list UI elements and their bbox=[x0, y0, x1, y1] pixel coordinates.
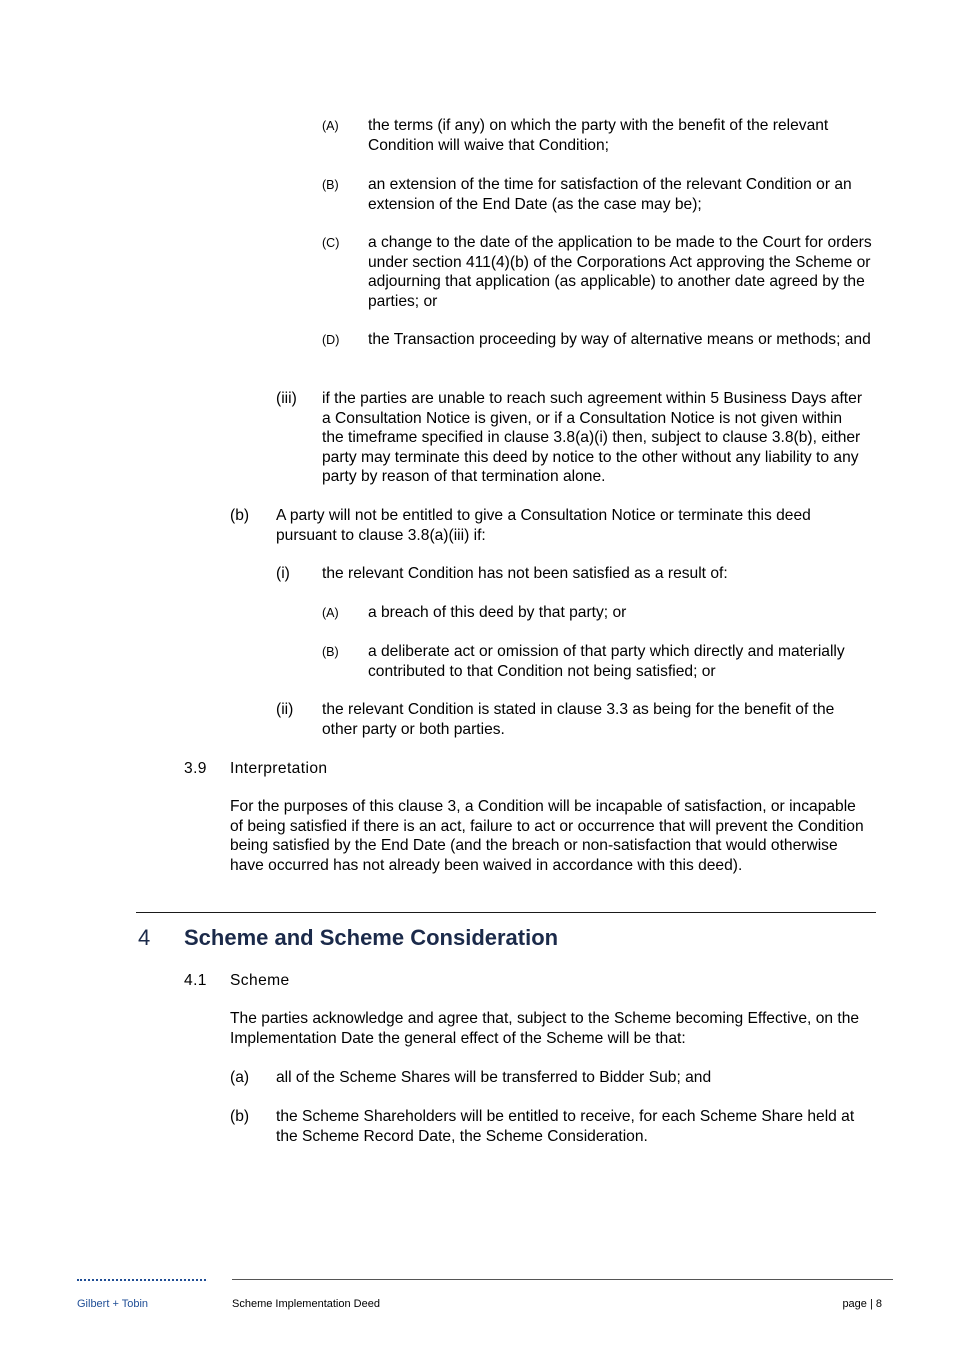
item-label-b: (b) bbox=[230, 507, 250, 524]
clause-heading-scheme: Scheme bbox=[230, 972, 290, 989]
item-text-A2: a breach of this deed by that party; or bbox=[368, 604, 627, 621]
clause-intro-4-1: The parties acknowledge and agree that, subject to the Scheme becoming Effective, on the Implementation Date the general effect of the Scheme will be that: bbox=[230, 1010, 860, 1047]
item-label-4-b: (b) bbox=[230, 1108, 250, 1125]
item-label-B: (B) bbox=[322, 178, 339, 192]
item-label-A: (A) bbox=[322, 119, 339, 133]
footer-document-title: Scheme Implementation Deed bbox=[232, 1298, 380, 1310]
footer-dotted-rule bbox=[77, 1279, 206, 1281]
item-text-B: an extension of the time for satisfaction of the relevant Condition or an extension of the End Date (as the case may be); bbox=[368, 176, 852, 213]
section-title: Scheme and Scheme Consideration bbox=[184, 925, 559, 950]
section-number: 4 bbox=[138, 925, 151, 950]
item-text-iii: if the parties are unable to reach such agreement within 5 Business Days after a Consultation Notice is given, or if a Consultation Notice is not given within the timeframe specified in clause 3.8(a)(i) then, subject to clause 3.8(b), either party may terminate this deed by notice to the other without any liability to any party by reason of that termination alone. bbox=[322, 390, 863, 485]
item-text-A: the terms (if any) on which the party with the benefit of the relevant Condition will waive that Condition; bbox=[368, 117, 829, 154]
item-text-ii: the relevant Condition is stated in clause 3.3 as being for the benefit of the other party or both parties. bbox=[322, 701, 835, 738]
item-label-B2: (B) bbox=[322, 645, 339, 659]
item-label-iii: (iii) bbox=[276, 390, 297, 407]
item-text-b: A party will not be entitled to give a Consultation Notice or terminate this deed pursuant to clause 3.8(a)(iii) if: bbox=[276, 507, 811, 544]
item-label-A2: (A) bbox=[322, 606, 339, 620]
footer-rule bbox=[232, 1279, 893, 1280]
item-text-4-b: the Scheme Shareholders will be entitled to receive, for each Scheme Share held at the Scheme Record Date, the Scheme Consideration. bbox=[276, 1108, 855, 1145]
footer-page-number: page | 8 bbox=[842, 1298, 882, 1310]
item-label-C: (C) bbox=[322, 236, 340, 250]
item-label-4-a: (a) bbox=[230, 1069, 250, 1086]
clause-number-3-9: 3.9 bbox=[184, 760, 207, 777]
clause-heading-interpretation: Interpretation bbox=[230, 760, 328, 777]
item-text-i: the relevant Condition has not been satisfied as a result of: bbox=[322, 565, 728, 582]
item-label-i: (i) bbox=[276, 565, 290, 582]
item-text-C: a change to the date of the application to be made to the Court for orders under section 411(4)(b) of the Corporations Act approving the Scheme or adjourning that application (as applicable) to another date agreed by the parties; or bbox=[368, 234, 872, 310]
clause-number-4-1: 4.1 bbox=[184, 972, 207, 989]
clause-body-3-9: For the purposes of this clause 3, a Condition will be incapable of satisfaction, or incapable of being satisfied if there is an act, failure to act or occurrence that will prevent the Condition being satisfied by the End Date (and the breach or non-satisfaction that would otherwise have occurred has not already been waived in accordance with this deed). bbox=[230, 798, 864, 874]
item-text-D: the Transaction proceeding by way of alternative means or methods; and bbox=[368, 331, 871, 348]
item-text-4-a: all of the Scheme Shares will be transferred to Bidder Sub; and bbox=[276, 1069, 712, 1086]
section-divider bbox=[136, 912, 876, 913]
item-text-B2: a deliberate act or omission of that party which directly and materially contributed to that Condition not being satisfied; or bbox=[368, 643, 845, 680]
item-label-D: (D) bbox=[322, 333, 340, 347]
footer-firm-name: Gilbert + Tobin bbox=[77, 1298, 149, 1310]
item-label-ii: (ii) bbox=[276, 701, 294, 718]
